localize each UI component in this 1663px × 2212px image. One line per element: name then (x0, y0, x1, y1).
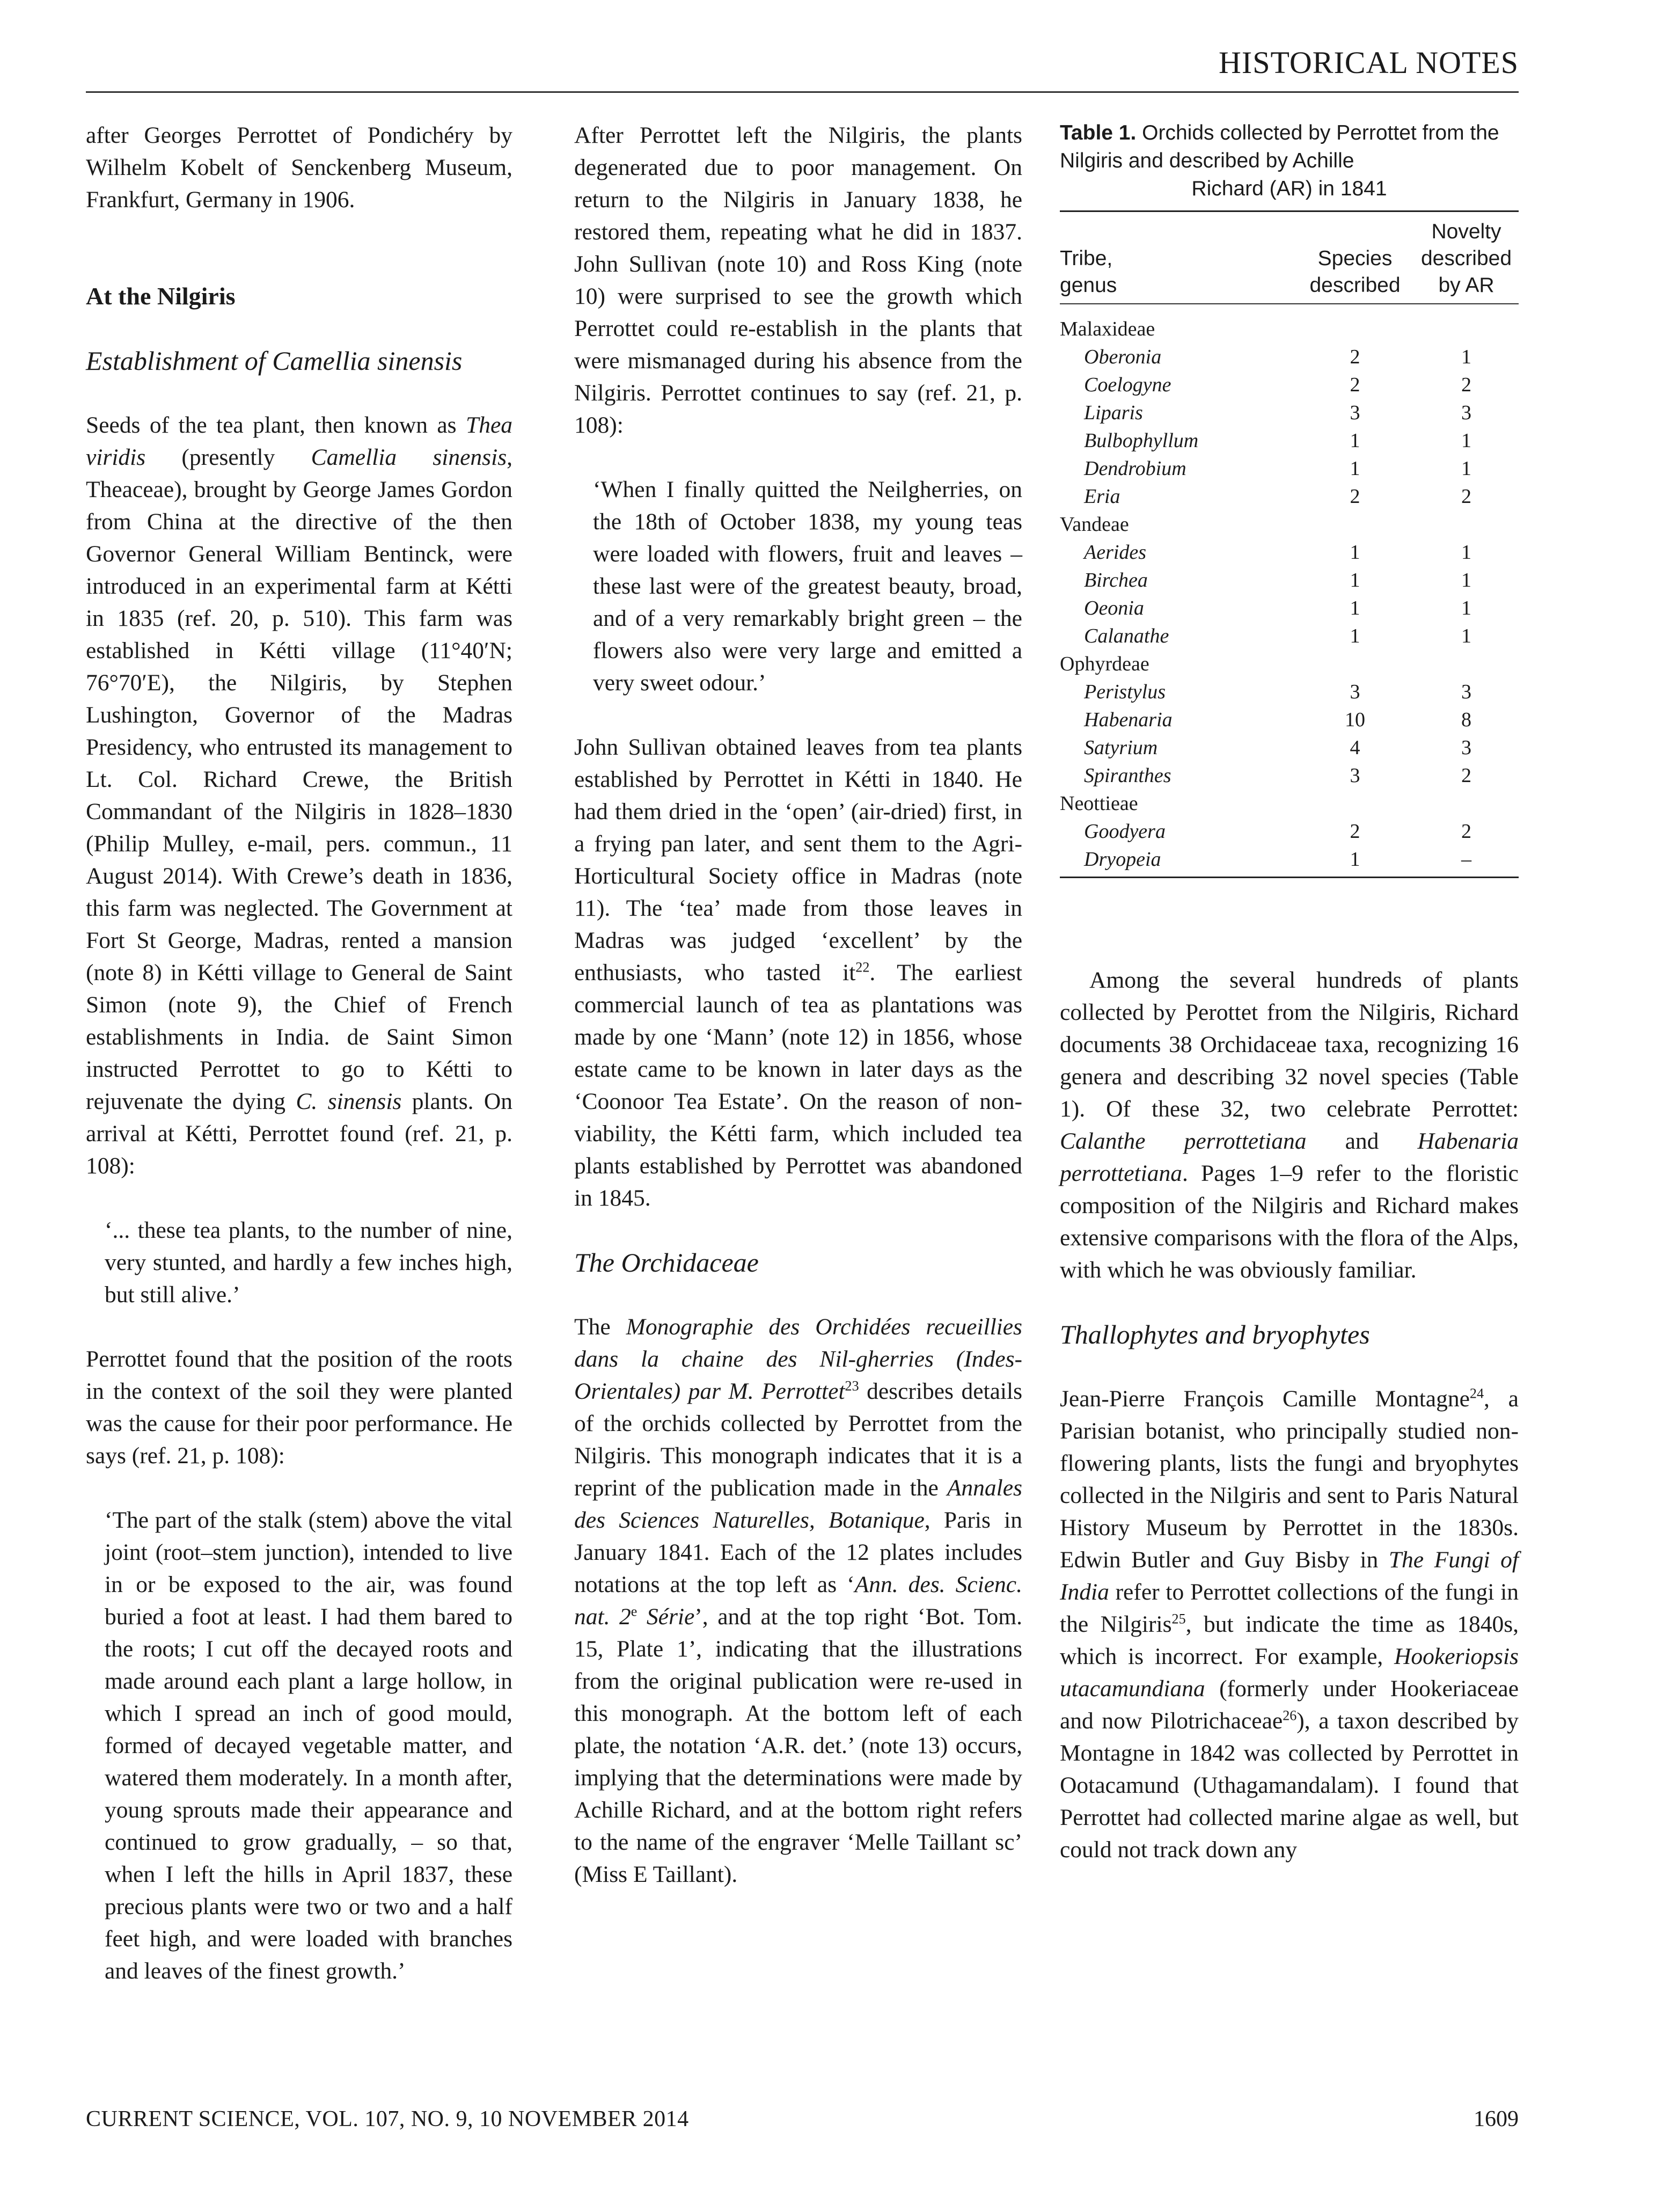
table-cell-name: Oberonia (1084, 346, 1162, 368)
table-cell-novelty: 2 (1461, 485, 1471, 508)
table-row-genus (1060, 427, 1519, 455)
paragraph-sullivan: John Sullivan obtained leaves from tea plants established by Perrottet in Kétti in 1840. He had them dried in the ‘open’ (air-dried) first, in a frying pan later, and sent them to the Agri-Horticultural Society office in Madras (note 11). The ‘tea’ made from those leaves in Madras was judged ‘excellent’ by the enthusiasts, who tasted $it^{22}$. The earliest commercial launch of tea as plantations was made by one ‘Mann’ (note 12) in 1856, whose estate came to be known in later days as the ‘Coonoor Tea Estate’. On the reason of non-viability, the Kétti farm, which included tea plants established by Perrottet was abandoned in 1845. (574, 734, 1023, 1211)
paragraph-tea-seeds: Seeds of the tea plant, then known as Thea viridis (presently Camellia sinensis, Theaceae), brought by George James Gordon from China at the directive of the then Governor General William Bentinck, were introduced in an experimental farm at Kétti in 1835 (ref. 20, p. 510). This farm was established in Kétti village (11°40′N; 76°70′E), the Nilgiris, by Stephen Lushington, Governor of the Madras Presidency, who entrusted its management to Lt. Col. Richard Crewe, the British Commandant of the Nilgiris in 1828–1830 (Philip Mulley, e-mail, pers. commun., 11 August 2014). With Crewe’s death in 1836, this farm was neglected. The Government at Fort St George, Madras, rented a mansion (note 8) in Kétti village to General de Saint Simon (note 9), the Chief of French establishments in India. de Saint Simon instructed Perrottet to go to Kétti to rejuvenate the dying C. sinensis plants. On arrival at Kétti, Perrottet found (ref. 21, p. 108): (86, 412, 512, 1179)
table-cell-novelty: 1 (1461, 429, 1471, 452)
table-row-genus (1060, 817, 1519, 845)
table-cell-name: Spiranthes (1084, 764, 1171, 787)
table-cell-species: 10 (1345, 709, 1365, 731)
table-cell-novelty: 1 (1461, 346, 1471, 368)
table-row-genus (1060, 455, 1519, 483)
footer-journal-citation: CURRENT SCIENCE, VOL. 107, NO. 9, 10 NOVEMBER 2014 (86, 2107, 689, 2131)
table-cell-name: Dryopeia (1084, 848, 1161, 871)
table-row-genus (1060, 706, 1519, 734)
table-header-species: Species described (1309, 247, 1401, 297)
table-cell-species: 1 (1350, 569, 1360, 592)
paragraph-monographie: The Monographie des Orchidées recueillies dans la chaine des Nil-gherries (Indes-Orientales) par M. Perrottet$^{23}$ describes details of the orchids collected by Perrottet from the Nilgiris. This monograph indicates that it is a reprint of the publication made in the Annales des Sciences Naturelles, Botanique, Paris in January 1841. Each of the 12 plates includes notations at the top left as ‘Ann. des. Scienc. nat. 2e Série’, and at the top right ‘Bot. Tom. 15, Plate 1’, indicating that the illustrations from the original publication were re-used in this monograph. At the bottom left of each plate, the notation ‘A.R. det.’ (note 13) occurs, implying that the determinations were made by Achille Richard, and at the bottom right refers to the name of the engraver ‘Melle Taillant sc’ (Miss E Taillant). (574, 1314, 1022, 1887)
table-cell-species: 1 (1350, 597, 1360, 619)
table-header-novelty: Novelty described by AR (1420, 220, 1512, 297)
column-right (1060, 119, 1519, 1866)
table-cell-species: 1 (1350, 625, 1360, 647)
table-header (1060, 212, 1519, 303)
footer-page-number: 1609 (1474, 2107, 1519, 2131)
table-cell-species: 4 (1350, 736, 1360, 759)
table-cell-name: Satyrium (1084, 736, 1158, 759)
table-cell-name: Vandeae (1060, 513, 1129, 536)
table-cell-species: 3 (1350, 764, 1360, 787)
table-body (1060, 304, 1519, 873)
table-cell-novelty (1414, 315, 1519, 343)
table-cell-name: Malaxideae (1060, 318, 1155, 340)
table-cell-novelty (1414, 650, 1519, 678)
table-cell-novelty: 3 (1461, 681, 1471, 703)
column-middle (574, 119, 1022, 1890)
table-cell-name: Peristylus (1084, 681, 1166, 703)
table-cell-novelty: 2 (1461, 820, 1471, 843)
table-row-genus (1060, 483, 1519, 510)
table-row-genus (1060, 566, 1519, 594)
table-cell-name: Oeonia (1084, 597, 1144, 619)
table-row-genus (1060, 371, 1519, 399)
table-cell-name: Habenaria (1084, 709, 1173, 731)
table-row-tribe (1060, 790, 1519, 817)
table-cell-name: Bulbophyllum (1084, 429, 1199, 452)
subheading-thallophytes: Thallophytes and bryophytes (1060, 1319, 1370, 1349)
table-cell-novelty: 3 (1461, 736, 1471, 759)
table-cell-name: Eria (1084, 485, 1120, 508)
table-cell-name: Birchea (1084, 569, 1148, 592)
table-cell-name: Ophyrdeae (1060, 653, 1149, 675)
table-orchids (1060, 119, 1519, 878)
paragraph-among-plants: Among the several hundreds of plants collected by Perottet from the Nilgiris, Richard documents 38 Orchidaceae taxa, recognizing 16 genera and describing 32 novel species (Table 1). Of these 32, two celebrate Perrottet: Calanthe perrottetiana and Habenaria perrottetiana. Pages 1–9 refer to the floristic composition of the Nilgiris and Richard makes extensive comparisons with the flora of the Alps, with which he was obviously familiar. (1060, 967, 1519, 1283)
table-row-genus (1060, 538, 1519, 566)
paragraph-roots: Perrottet found that the position of the roots in the context of the soil they were planted was the cause for their poor performance. He says (ref. 21, p. 108): (86, 1346, 512, 1469)
table-cell-species: 2 (1350, 820, 1360, 843)
table-row-genus (1060, 399, 1519, 427)
block-quote-stalk: ‘The part of the stalk (stem) above the vital joint (root–stem junction), intended to live in or be exposed to the air, was found buried a foot at least. I had them bared to the roots; I cut off the decayed roots and made around each plant a large hollow, in which I spread an inch of good mould, formed of decayed vegetable matter, and watered them moderately. In a month after, young sprouts made their appearance and continued to grow gradually, – so that, when I left the hills in April 1837, these precious plants were two or two and a half feet high, and were loaded with branches and leaves of the finest growth.’ (105, 1507, 512, 1984)
table-cell-species (1296, 315, 1414, 343)
header-rule (86, 91, 1519, 93)
table-row-genus (1060, 343, 1519, 371)
table-cell-novelty: 2 (1461, 374, 1471, 396)
table-cell-novelty: 1 (1461, 569, 1471, 592)
table-cell-novelty: – (1461, 848, 1471, 871)
table-cell-novelty (1414, 510, 1519, 538)
table-cell-novelty: 1 (1461, 597, 1471, 619)
subheading-camellia: Establishment of Camellia sinensis (86, 346, 463, 376)
table-cell-novelty (1414, 790, 1519, 817)
table-cell-species: 3 (1350, 401, 1360, 424)
table-cell-species: 2 (1350, 374, 1360, 396)
table-cell-name: Liparis (1084, 401, 1143, 424)
table-row-genus (1060, 762, 1519, 790)
table-caption: Table 1. Orchids collected by Perrottet from the Nilgiris and described by Achille Richard (AR) in 1841 (1060, 121, 1499, 200)
table-cell-species: 1 (1350, 848, 1360, 871)
table-cell-name: Goodyera (1084, 820, 1166, 843)
section-header: HISTORICAL NOTES (1219, 45, 1519, 80)
block-quote-neilgherries: ‘When I finally quitted the Neilgherries, on the 18th of October 1838, my young teas were loaded with flowers, fruit and leaves – these last were of the greatest beauty, broad, and of a very remarkably bright green – the flowers also were very large and emitted a very sweet odour.’ (593, 477, 1022, 696)
table-cell-species: 3 (1350, 681, 1360, 703)
subheading-orchidaceae: The Orchidaceae (574, 1247, 759, 1277)
table-cell-name: Dendrobium (1084, 457, 1186, 480)
paragraph-montagne: Jean-Pierre François Camille Montagne$^{24}$, a Parisian botanist, who principally studied non-flowering plants, lists the fungi and bryophytes collected in the Nilgiris and sent to Paris Natural History Museum by Perrottet in the 1830s. Edwin Butler and Guy Bisby in The Fungi of India refer to Perrottet collections of the fungi in the Nilgiris$^{25}$, but indicate the time as 1840s, which is incorrect. For example, Hookeriopsis utacamundiana (formerly under Hookeriaceae and now Pilotrichaceae$^{26}$), a taxon described by Montagne in 1842 was collected by Perrottet in Ootacamund (Uthagamandalam). I found that Perrottet had collected marine algae as well, but could not track down any (1060, 1385, 1519, 1863)
table-cell-name: Calanathe (1084, 625, 1169, 647)
table-row-tribe (1060, 650, 1519, 678)
table-cell-species: 1 (1350, 541, 1360, 564)
table-cell-novelty: 3 (1461, 401, 1471, 424)
table-cell-species (1296, 650, 1414, 678)
table-row-genus (1060, 594, 1519, 622)
table-cell-name: Neottieae (1060, 792, 1138, 815)
table-cell-species: 2 (1350, 485, 1360, 508)
table-cell-novelty: 2 (1461, 764, 1471, 787)
table-cell-species (1296, 510, 1414, 538)
table-cell-novelty: 1 (1461, 457, 1471, 480)
section-heading-nilgiris: At the Nilgiris (86, 282, 236, 310)
table-cell-species: 1 (1350, 429, 1360, 452)
table-row-genus (1060, 845, 1519, 873)
table-cell-novelty: 1 (1461, 625, 1471, 647)
paragraph-perrottet-left: After Perrottet left the Nilgiris, the plants degenerated due to poor management. On return to the Nilgiris in January 1838, he restored them, repeating what he did in 1837. John Sullivan (note 10) and Ross King (note 10) were surprised to see the growth which Perrottet could re-establish in the plants that were mismanaged during his absence from the Nilgiris. Perrottet continues to say (ref. 21, p. 108): (574, 122, 1022, 438)
block-quote-tea-plants: ‘... these tea plants, to the number of nine, very stunted, and hardly a few inches high, but still alive.’ (105, 1217, 512, 1308)
table-row-genus (1060, 622, 1519, 650)
table-cell-species: 2 (1350, 346, 1360, 368)
table-row-genus (1060, 734, 1519, 762)
table-row-tribe (1060, 315, 1519, 343)
table-cell-novelty: 8 (1461, 709, 1471, 731)
table-cell-name: Aerides (1084, 541, 1147, 564)
table-cell-species: 1 (1350, 457, 1360, 480)
table-cell-species (1296, 790, 1414, 817)
table-cell-name: Coelogyne (1084, 374, 1171, 396)
table-row-genus (1060, 678, 1519, 706)
table-header-tribe: Tribe, genus (1060, 247, 1117, 297)
table-row-tribe (1060, 510, 1519, 538)
table-cell-novelty: 1 (1461, 541, 1471, 564)
column-left (86, 119, 512, 1987)
paragraph-continued: after Georges Perrottet of Pondichéry by Wilhelm Kobelt of Senckenberg Museum, Frankfurt, Germany in 1906. (86, 122, 512, 213)
